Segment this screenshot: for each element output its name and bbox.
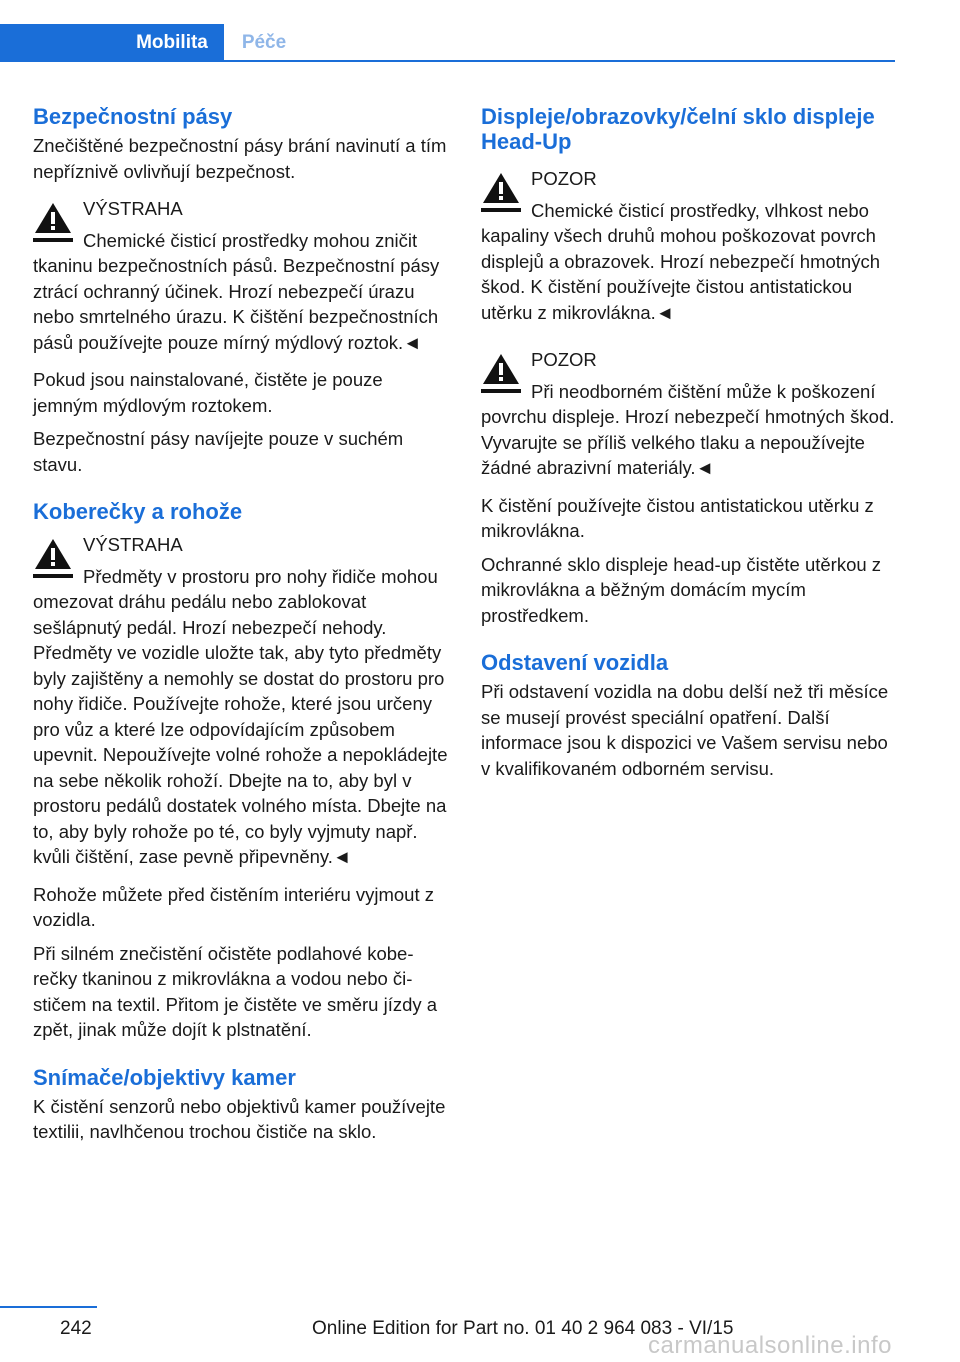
section-heading-cameras: Snímače/objektivy kamer <box>33 1064 296 1090</box>
tab-pece[interactable]: Péče <box>241 32 287 53</box>
caution-box <box>481 347 895 481</box>
section-heading-parking: Odstavení vozidla <box>481 650 669 675</box>
paragraph: K čistění používejte čistou antistatickou utěrku z mikrovlákna. <box>481 494 874 541</box>
footer-divider <box>0 1306 97 1308</box>
paragraph: Při odstavení vozidla na dobu delší než tři měsíce se musejí provést speciální opatření. Další informace jsou k dispozici ve Vašem servisu nebo v kvalifikovaném odborném servisu. <box>481 681 889 779</box>
warning-triangle-icon <box>481 170 521 214</box>
tab-mobilita[interactable]: Mobilita <box>120 24 224 62</box>
watermark: carmanualsonline.info <box>648 1332 892 1359</box>
paragraph: Znečištěné bezpečnostní pásy brání navinutí a tím nepříznivě ovlivňují bezpečnost. <box>33 135 447 182</box>
warning-title: VÝSTRAHA <box>83 534 183 555</box>
header-accent-block <box>0 24 120 62</box>
warning-title: VÝSTRAHA <box>83 198 183 219</box>
paragraph: Rohože můžete před čistěním interiéru vyjmout z vozidla. <box>33 883 435 930</box>
warning-text: Chemické čisticí prostředky mohou zničit tkaninu bezpečnostních pásů. Bezpečnostní pásy ztrácí ochranný účinek. Hrozí nebezpečí úrazu nebo smrtelného úrazu. K čištění bezpečnostních pásů používejte pouze mírný mýdlový roztok.◄ <box>33 229 440 353</box>
paragraph: Bezpečnostní pásy navíjejte pouze v suchém stavu. <box>33 428 404 475</box>
warning-box <box>33 532 449 870</box>
paragraph: Ochranné sklo displeje head-up čistěte utěrkou z mikrovlákna a běžným domácím mycím prostředkem. <box>481 553 882 626</box>
caution-text: Chemické čisticí prostředky, vlhkost nebo kapaliny všech druhů mohou poškozovat povrch displejů a obrazovek. Hrozí nebezpečí hmotných škod. K čistění používejte čistou antistatickou utěrku z mikrovlákna.◄ <box>481 199 880 323</box>
header-bar <box>0 0 895 62</box>
section-heading-mats: Koberečky a rohože <box>33 499 243 524</box>
edition-note: Online Edition for Part no. 01 40 2 964 083 - VI/15 <box>312 1318 734 1339</box>
right-column <box>481 104 895 781</box>
header-divider <box>0 60 895 62</box>
page-number: 242 <box>60 1318 92 1339</box>
paragraph: K čistění senzorů nebo objektivů kamer používejte textilii, navlhčenou trochou čističe na sklo. <box>33 1095 446 1142</box>
warning-triangle-icon <box>33 536 73 580</box>
paragraph: Pokud jsou nainstalované, čistěte je pouze jemným mýdlovým roztokem. <box>33 369 383 416</box>
section-heading-seatbelts: Bezpečnostní pásy <box>33 104 233 129</box>
caution-title: POZOR <box>531 168 597 189</box>
left-column <box>33 104 449 1145</box>
section-heading-displays: Displeje/obrazovky/čelní sklo displeje Head-Up <box>481 104 875 154</box>
caution-text: Při neodborném čištění může k poškození povrchu displeje. Hrozí nebezpečí hmotných škod. Vyvarujte se příliš velkého tlaku a nepoužívejte žádné abrazivní materiály.◄ <box>481 380 895 478</box>
warning-text: Předměty v prostoru pro nohy řidiče mohou omezovat dráhu pedálu nebo zablokovat sešlápnutý pedál. Hrozí nebezpečí nehody. Předměty ve vozidle uložte tak, aby tyto předměty byly zajištěny a nemohly se dostat do prostoru pro nohy řidiče. Používejte rohože, které jsou určeny pro vůz a které lze odpovídajícím způsobem upevnit. Nepoužívejte volné rohože a nepokládejte na sebe několik rohoží. Dbejte na to, aby byl v prostoru pedálů dostatek volného místa. Dbejte na to, aby byly rohože po té, co byly vyjmuty např. kvůli čištění, zase pevně připevněny.◄ <box>33 565 448 867</box>
warning-triangle-icon <box>33 200 73 244</box>
caution-title: POZOR <box>531 349 597 370</box>
caution-box <box>481 166 895 325</box>
warning-triangle-icon <box>481 351 521 395</box>
paragraph: Při silném znečistění očistěte podlahové koberečky tkaninou z mikrovlákna a vodou nebo čističem na textil. Přitom je čistěte ve směru jízdy a zpět, jinak může dojít k plstnatění. <box>33 942 438 1040</box>
warning-box <box>33 196 449 355</box>
